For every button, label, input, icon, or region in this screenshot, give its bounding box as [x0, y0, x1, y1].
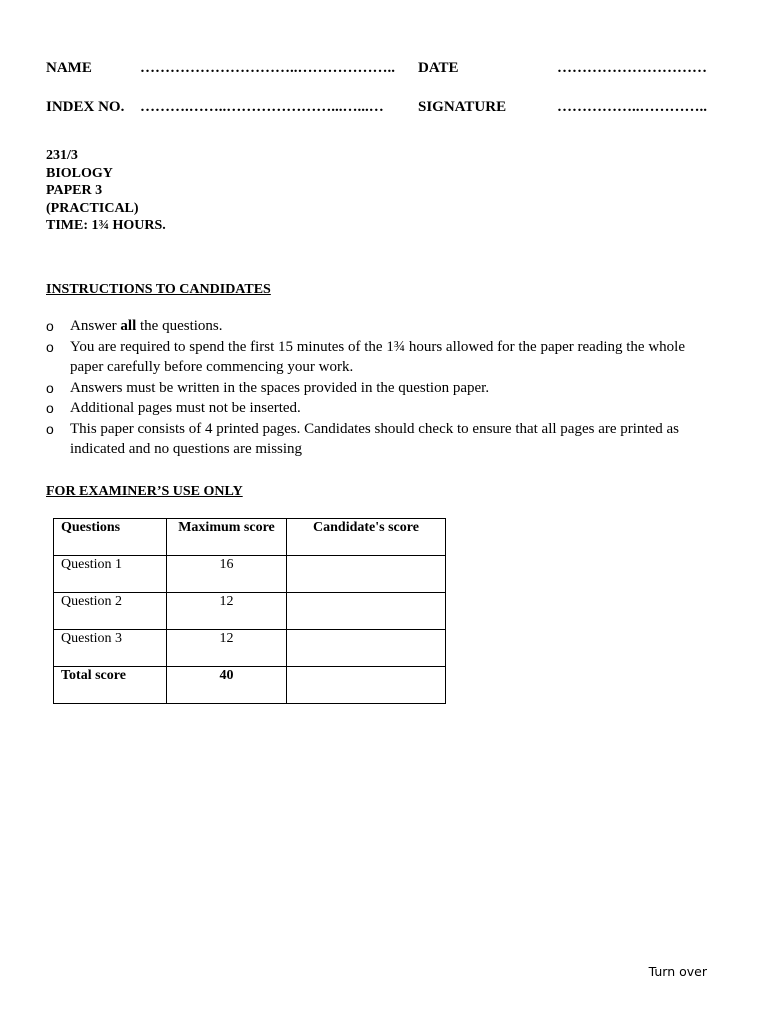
index-field[interactable]: ……….……..…………………...…...…: [140, 99, 384, 115]
header-candidate-score: Candidate's score: [287, 519, 446, 556]
instruction-item: [46, 316, 716, 337]
score-table: [53, 518, 446, 704]
paper-time: TIME: 1¾ HOURS.: [46, 218, 166, 234]
paper-subject: BIOLOGY: [46, 165, 113, 181]
bullet-icon: o: [46, 318, 54, 334]
question-cell: Question 1: [54, 556, 167, 593]
bullet-icon: o: [46, 400, 54, 416]
bullet-icon: o: [46, 420, 54, 437]
instruction-item: [46, 398, 716, 419]
instructions-title: INSTRUCTIONS TO CANDIDATES: [46, 282, 271, 297]
table-header-row: [54, 519, 446, 556]
candidate-score-cell[interactable]: [287, 630, 446, 667]
signature-field[interactable]: ……………..…………..: [557, 99, 707, 115]
max-score-cell: 16: [167, 556, 287, 593]
index-label: INDEX NO.: [46, 99, 125, 115]
table-row: [54, 593, 446, 630]
instruction-item: [46, 337, 716, 378]
instruction-emphasis: all: [120, 318, 137, 334]
instruction-text: Answer: [70, 318, 121, 334]
candidate-score-cell[interactable]: [287, 556, 446, 593]
bullet-icon: o: [46, 338, 54, 355]
header-questions: Questions: [54, 519, 167, 556]
bullet-icon: o: [46, 379, 54, 396]
question-cell: Question 3: [54, 630, 167, 667]
table-row: [54, 630, 446, 667]
question-cell: Question 2: [54, 593, 167, 630]
turn-over-label: Turn over: [648, 964, 707, 979]
table-row: [54, 556, 446, 593]
paper-code: 231/3: [46, 148, 78, 163]
header-max-score: Maximum score: [167, 519, 287, 556]
date-label: DATE: [418, 60, 459, 76]
max-score-cell: 12: [167, 593, 287, 630]
max-score-cell: 12: [167, 630, 287, 667]
instruction-text: Answers must be written in the spaces provided in the question paper.: [70, 379, 490, 396]
paper-number: PAPER 3: [46, 183, 103, 199]
paper-type: (PRACTICAL): [46, 200, 139, 216]
total-candidate-cell[interactable]: [287, 667, 446, 704]
paper-meta: [46, 147, 166, 235]
total-max-cell: 40: [167, 667, 287, 704]
table-total-row: [54, 667, 446, 704]
candidate-score-cell[interactable]: [287, 593, 446, 630]
name-label: NAME: [46, 60, 92, 76]
examiner-title: FOR EXAMINER’S USE ONLY: [46, 484, 243, 499]
instruction-text: This paper consists of 4 printed pages. Candidates should check to ensure that all pages are printed as indicated and no questions are missing: [70, 420, 679, 457]
instruction-text: Additional pages must not be inserted.: [70, 400, 301, 416]
signature-label: SIGNATURE: [418, 99, 507, 115]
instructions-list: [46, 316, 716, 460]
name-field[interactable]: …………………………..………………..: [140, 60, 395, 76]
instruction-text: You are required to spend the first 15 minutes of the 1¾ hours allowed for the paper reading the whole paper carefully before commencing your work.: [70, 338, 685, 375]
instruction-item: [46, 419, 716, 460]
total-label-cell: Total score: [54, 667, 167, 704]
date-field[interactable]: …………………………: [557, 60, 707, 76]
instruction-text: the questions.: [136, 318, 223, 334]
instruction-item: [46, 378, 716, 399]
